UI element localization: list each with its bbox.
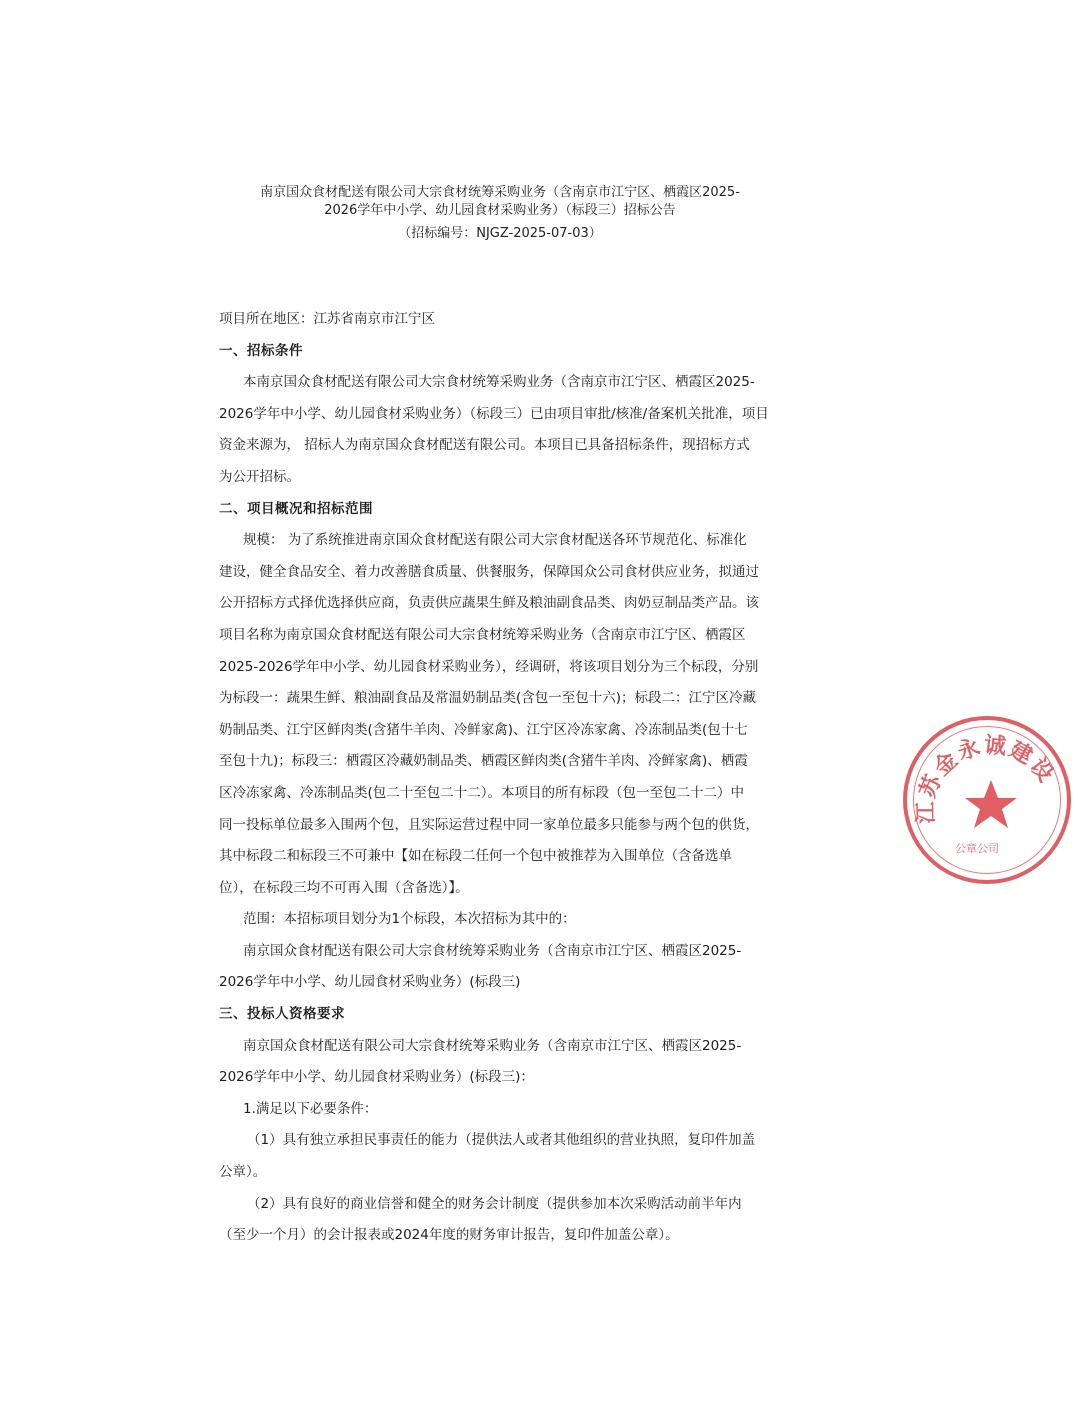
requirement-title: 1.满足以下必要条件： [243, 1100, 378, 1117]
paragraph-line: 区冷冻家禽、冷冻制品类(包二十至包二十二）。本项目的所有标段（包一至包二十二）中 [219, 784, 745, 801]
document-body [219, 304, 785, 1252]
paragraph-line: 为标段一：蔬果生鲜、粮油副食品及常温奶制品类(含包一至包十六)；标段二：江宁区冷藏 [219, 690, 757, 707]
seal-arc-text: 江苏金永诚建设 [913, 733, 1060, 824]
section-3-heading: 三、投标人资格要求 [219, 1006, 345, 1023]
requirement-item: （1）具有独立承担民事责任的能力（提供法人或者其他组织的营业执照，复印件加盖 [247, 1132, 756, 1149]
paragraph-line: 为公开招标。 [219, 468, 300, 485]
paragraph-line: 2026学年中小学、幼儿园食材采购业务）（标段三）已由项目审批/核准/备案机关批准，项目 [219, 405, 769, 422]
paragraph-line: 规模： 为了系统推进南京国众食材配送有限公司大宗食材配送各环节规范化、标准化 [243, 532, 747, 549]
requirement-item: （至少一个月）的会计报表或2024年度的财务审计报告，复印件加盖公章）。 [219, 1227, 679, 1244]
title-line-1: 南京国众食材配送有限公司大宗食材统筹采购业务（含南京市江宁区、栖霞区2025- [260, 185, 740, 200]
section-1-heading: 一、招标条件 [219, 342, 303, 359]
paragraph-line: 位），在标段三均不可再入围（含备选）】。 [219, 879, 469, 896]
paragraph-line: 本南京国众食材配送有限公司大宗食材统筹采购业务（含南京市江宁区、栖霞区2025- [243, 374, 755, 391]
company-seal [903, 716, 1071, 884]
title-line-2: 2026学年中小学、幼儿园食材采购业务）（标段三）招标公告 [324, 203, 676, 218]
paragraph-line: 其中标段二和标段三不可兼中【如在标段二任何一个包中被推荐为入围单位（含备选单 [219, 848, 732, 865]
paragraph-line: 项目名称为南京国众食材配送有限公司大宗食材统筹采购业务（含南京市江宁区、栖霞区 [219, 626, 746, 643]
seal-graphic [907, 720, 1075, 888]
project-location: 项目所在地区：江苏省南京市江宁区 [219, 311, 435, 327]
paragraph-line: 奶制品类、江宁区鲜肉类(含猪牛羊肉、冷鲜家禽)、江宁区冷冻家禽、冷冻制品类(包十七 [219, 721, 748, 738]
paragraph-line: 同一投标单位最多入围两个包，且实际运营过程中同一家单位最多只能参与两个包的供货， [219, 816, 759, 833]
requirement-item: （2）具有良好的商业信誉和健全的财务会计制度（提供参加本次采购活动前半年内 [247, 1195, 742, 1212]
section-2-heading: 二、项目概况和招标范围 [219, 500, 373, 517]
paragraph-line: 公开招标方式择优选择供应商，负责供应蔬果生鲜及粮油副食品类、肉奶豆制品类产品。该 [219, 595, 759, 612]
paragraph-line: 2026学年中小学、幼儿园食材采购业务）(标段三) [219, 974, 521, 991]
document-title [200, 184, 800, 243]
paragraph-line: 南京国众食材配送有限公司大宗食材统筹采购业务（含南京市江宁区、栖霞区2025- [243, 1037, 742, 1054]
seal-star-icon [965, 780, 1017, 828]
tender-code: （招标编号：NJGZ-2025-07-03） [398, 226, 602, 241]
range-line: 范围：本招标项目划分为1个标段，本次招标为其中的： [243, 911, 576, 928]
paragraph-line: 2026学年中小学、幼儿园食材采购业务）(标段三)： [219, 1069, 534, 1086]
paragraph-line: 2025-2026学年中小学、幼儿园食材采购业务），经调研，将该项目划分为三个标段，分别 [219, 658, 759, 675]
paragraph-line: 建设，健全食品安全、着力改善膳食质量、供餐服务，保障国众公司食材供应业务，拟通过 [219, 563, 759, 580]
paragraph-line: 至包十九)；标段三：栖霞区冷藏奶制品类、栖霞区鲜肉类(含猪牛羊肉、冷鲜家禽)、栖霞 [219, 753, 748, 770]
seal-sub-text: 公章公司 [955, 842, 999, 855]
paragraph-line: 南京国众食材配送有限公司大宗食材统筹采购业务（含南京市江宁区、栖霞区2025- [243, 942, 742, 959]
paragraph-line: 资金来源为， 招标人为南京国众食材配送有限公司。本项目已具备招标条件，现招标方式 [219, 437, 750, 454]
requirement-item: 公章）。 [219, 1164, 267, 1181]
